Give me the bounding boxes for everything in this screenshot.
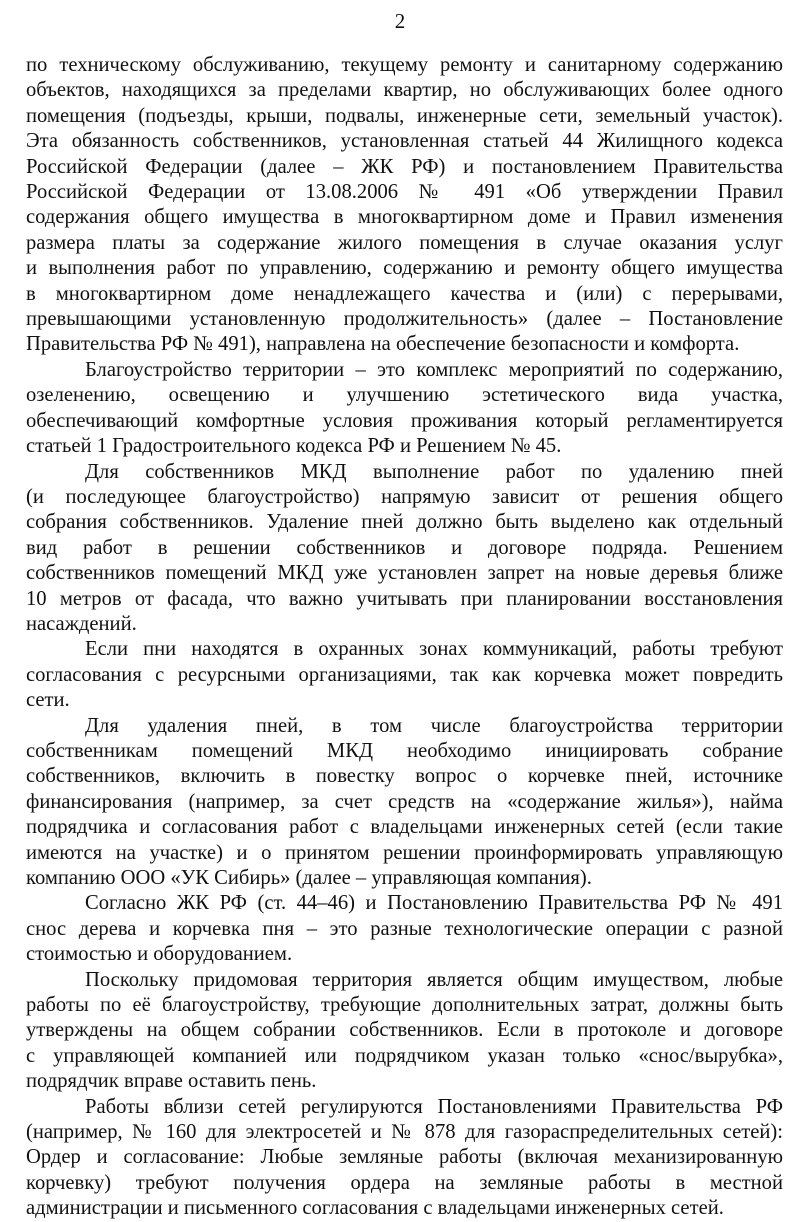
text-line: содержания общего имущества в многоквартирном доме и Правил изменения [26,206,783,229]
paragraph [26,637,783,713]
text-line: превышающими установленную продолжительность» (далее – Постановление [26,308,783,331]
text-line: в многоквартирном доме ненадлежащего качества и (или) с перерывами, [26,282,783,305]
text-line: и выполнения работ по управлению, содержанию и ремонту общего имущества [26,257,783,280]
text-line: насаждений. [26,612,137,635]
text-line: собственников помещений МКД уже установлен запрет на новые деревья ближе [26,562,783,585]
text-line: (и последующее благоустройство) напрямую зависит от решения общего [26,485,783,508]
paragraph [26,358,783,460]
text-line: снос дерева и корчевка пня – это разные технологические операции с разной [26,917,783,940]
text-line: Для собственников МКД выполнение работ по удалению пней [85,460,783,483]
text-line: собственников, включить в повестку вопрос о корчевке пней, источнике [26,765,783,788]
text-line: Российской Федерации (далее – ЖК РФ) и постановлением Правительства [26,155,783,178]
text-line: Благоустройство территории – это комплекс мероприятий по содержанию, [85,358,783,381]
text-line: (например, № 160 для электросетей и № 878 для газораспределительных сетей): [26,1121,783,1144]
paragraph [26,1095,783,1222]
text-line: вид работ в решении собственников и договоре подряда. Решением [26,536,783,559]
page-number: 2 [394,9,406,33]
paragraph [26,968,783,1095]
text-line: Если пни находятся в охранных зонах коммуникаций, работы требуют [85,638,783,661]
text-line: Поскольку придомовая территория является общим имуществом, любые [85,968,783,991]
text-line: подрядчика и согласования работ с владельцами инженерных сетей (если такие [26,816,783,839]
text-line: с управляющей компанией или подрядчиком указан только «снос/вырубка», [26,1044,783,1067]
text-line: 10 метров от фасада, что важно учитывать при планировании восстановления [26,587,783,610]
text-line: Работы вблизи сетей регулируются Постановлениями Правительства РФ [85,1095,783,1118]
paragraph [26,53,783,358]
text-line: имеются на участке) и о принятом решении проинформировать управляющую [26,841,783,864]
text-line: статьей 1 Градостроительного кодекса РФ и Решением № 45. [26,435,562,458]
text-line: утверждены на общем собрании собственников. Если в протоколе и договоре [26,1019,783,1042]
text-line: по техническому обслуживанию, текущему ремонту и санитарному содержанию [26,54,783,76]
text-line: финансирования (например, за счет средств на «содержание жилья»), найма [26,790,783,813]
text-line: стоимостью и оборудованием. [26,943,293,966]
text-line: обеспечивающий комфортные условия проживания который регламентируется [26,409,783,432]
text-line: Для удаления пней, в том числе благоустройства территории [85,714,783,737]
text-line: собрания собственников. Удаление пней должно быть выделено как отдельный [26,511,783,534]
text-line: Согласно ЖК РФ (ст. 44–46) и Постановлению Правительства РФ № 491 [85,892,783,915]
text-line: озеленению, освещению и улучшению эстетического вида участка, [26,384,783,407]
text-line: объектов, находящихся за пределами квартир, но обслуживающих более одного [26,79,783,102]
text-line: Российской Федерации от 13.08.2006 № 491 «Об утверждении Правил [26,181,783,204]
text-line: Правительства РФ № 491), направлена на обеспечение безопасности и комфорта. [26,333,740,356]
text-line: собственникам помещений МКД необходимо инициировать собрание [26,739,783,762]
paragraph [26,460,783,638]
paragraph [26,891,783,967]
text-line: Эта обязанность собственников, установленная статьей 44 Жилищного кодекса [26,130,783,153]
text-line: подрядчик вправе оставить пень. [26,1070,317,1093]
text-line: администрации и письменного согласования с владельцами инженерных сетей. [26,1197,724,1220]
text-line: корчевку) требуют получения ордера на земляные работы в местной [26,1171,783,1194]
text-line: Ордер и согласование: Любые земляные работы (включая механизированную [26,1146,783,1169]
paragraph [26,714,783,892]
text-line: сети. [26,689,70,712]
document-body [26,53,783,1222]
text-line: помещения (подъезды, крыши, подвалы, инженерные сети, земельный участок). [26,104,783,127]
text-line: работы по её благоустройству, требующие дополнительных затрат, должны быть [26,994,783,1017]
text-line: размера платы за содержание жилого помещения в случае оказания услуг [26,231,783,254]
text-line: согласования с ресурсными организациями, так как корчевка может повредить [26,663,783,686]
text-line: компанию ООО «УК Сибирь» (далее – управляющая компания). [26,867,592,889]
